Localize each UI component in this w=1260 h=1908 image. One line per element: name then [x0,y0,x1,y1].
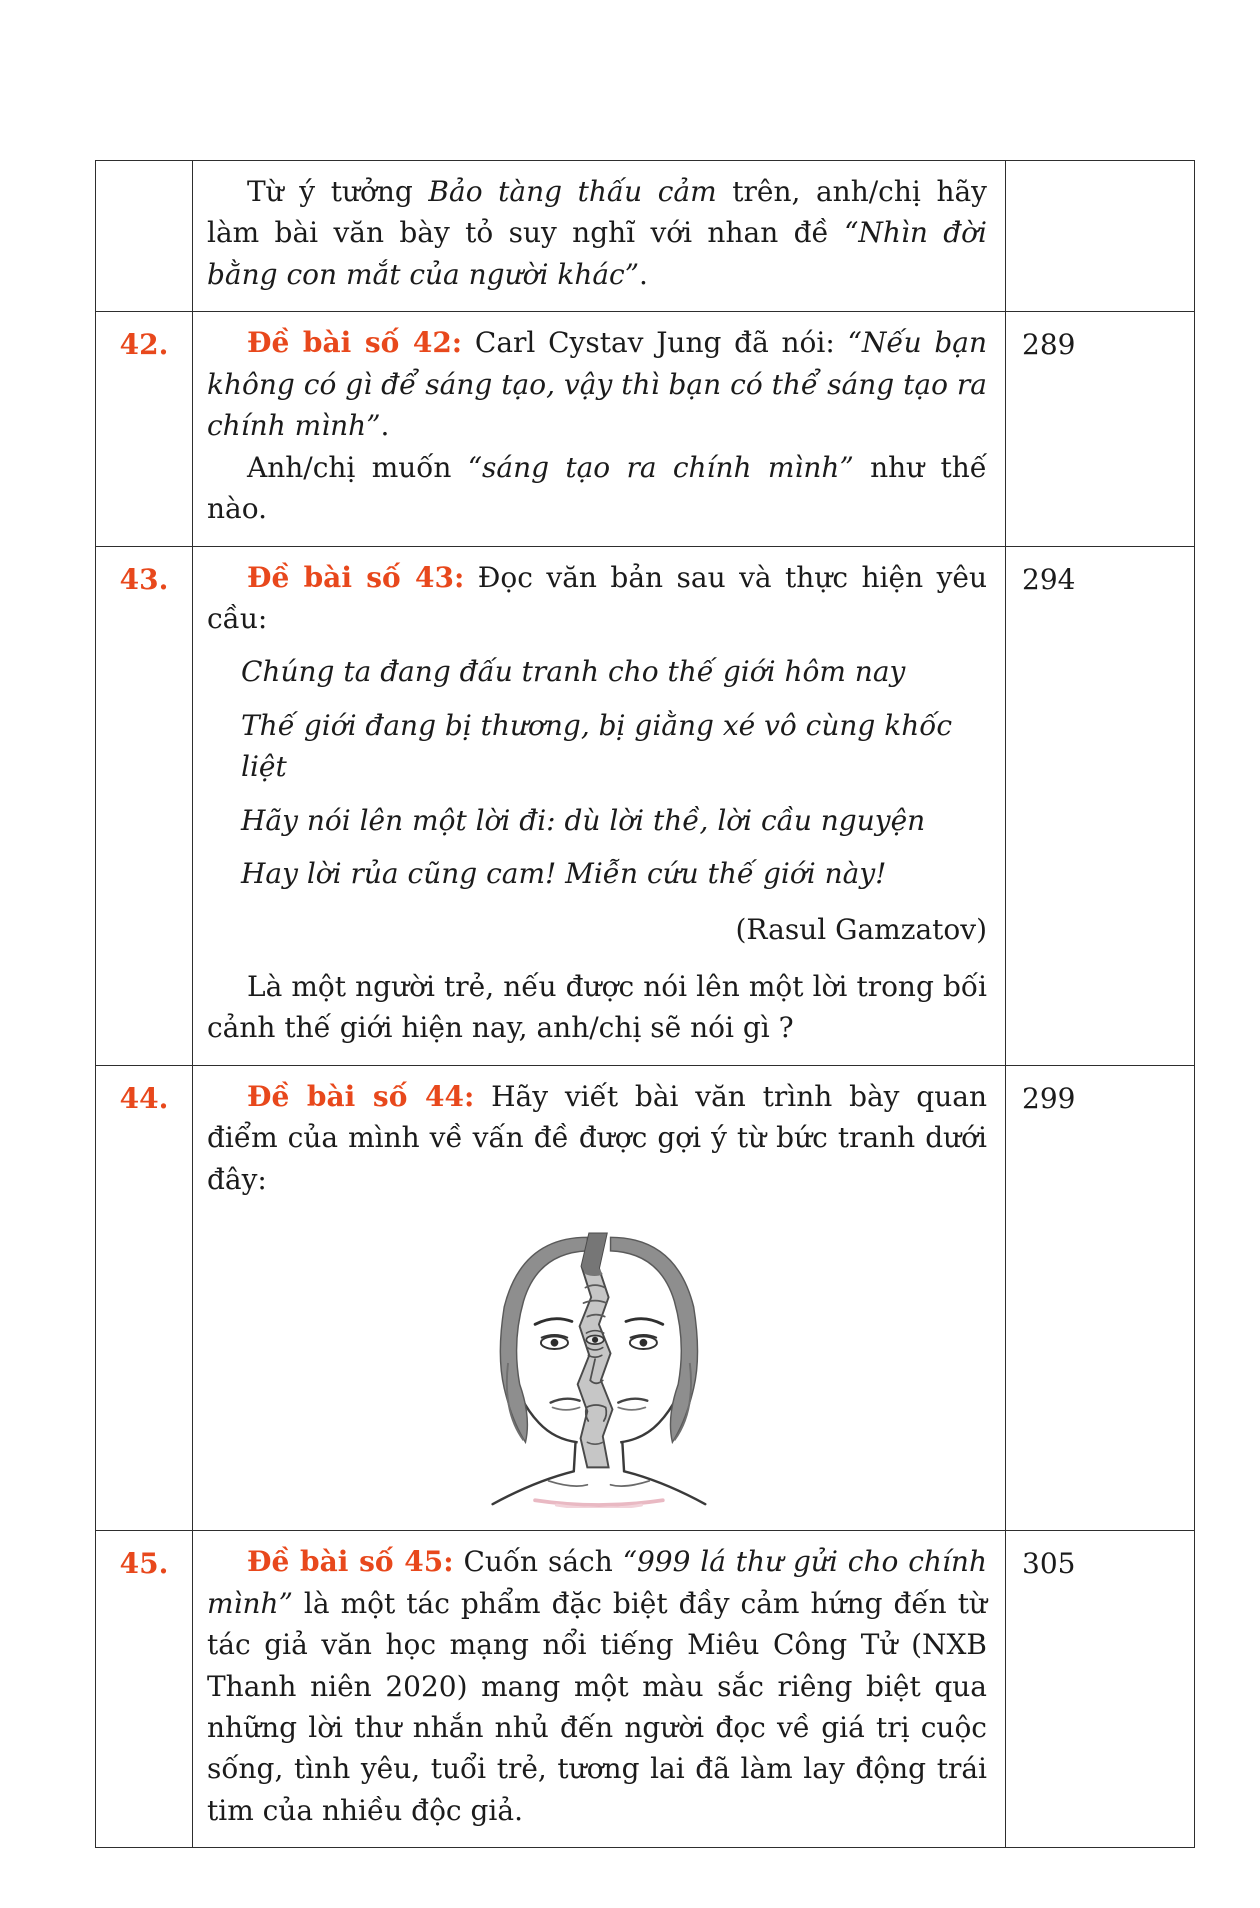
row-number: 43. [96,546,193,1065]
row-content [193,312,1006,546]
row-content [193,1065,1006,1530]
table-row [96,546,1195,1065]
text-segment: Cuốn sách [453,1545,623,1579]
text-segment: là một tác phẩm đặc biệt đầy cảm hứng đến từ tác giả văn học mạng nổi tiếng Miêu Công Tử (NXB Thanh niên 2020) mang một màu sắc riêng biệt qua những lời thư nhắn nhủ đến người đọc về giá trị cuộc sống, tình yêu, tuổi trẻ, tương lai đã làm lay động trái tim của nhiều độc giả. [207,1586,987,1827]
paragraph [207,966,987,1049]
paragraph [241,800,987,841]
text-segment: Đề bài số 45: [247,1545,454,1579]
contents-rows [96,161,1195,1848]
text-segment: Thế giới đang bị thương, bị giằng xé vô cùng khốc liệt [241,708,953,784]
text-segment: . [380,409,390,443]
text-segment: “Nếu bạn không có gì để sáng tạo, vậy thì bạn có thể sáng tạo ra chính mình” [207,326,987,443]
page-number: 289 [1006,312,1195,546]
row-content [193,546,1006,1065]
row-number: 45. [96,1531,193,1848]
text-segment: Đọc văn bản sau và thực hiện yêu cầu: [207,560,987,635]
text-segment: Đề bài số 44: [247,1079,475,1113]
text-segment: Chúng ta đang đấu tranh cho thế giới hôm nay [241,655,906,689]
page-number: 305 [1006,1531,1195,1848]
paragraph [207,909,987,950]
text-segment: Hãy viết bài văn trình bày quan điểm của mình về vấn đề được gợi ý từ bức tranh dưới đây: [207,1079,987,1196]
paragraph [207,171,987,295]
paragraph [241,651,987,692]
page-number: 299 [1006,1065,1195,1530]
text-segment: Bảo tàng thấu cảm [428,175,717,208]
text-segment: “999 lá thư gửi cho chính mình” [207,1545,987,1620]
text-segment: Từ ý tưởng [247,175,429,208]
text-segment: (Rasul Gamzatov) [735,912,987,946]
page-number: 294 [1006,546,1195,1065]
paragraph [207,447,987,530]
text-segment: như thế nào. [207,450,987,526]
table-row [96,1531,1195,1848]
paragraph [241,853,987,894]
table-row [96,161,1195,312]
text-segment: Hãy nói lên một lời đi: dù lời thề, lời cầu nguyện [241,803,926,837]
paragraph [207,322,987,446]
table-row [96,1065,1195,1530]
contents-table [95,160,1195,1848]
row-content [193,161,1006,312]
paragraph [207,1076,987,1200]
page-number [1006,161,1195,312]
split-face-illustration [442,1218,752,1508]
row-number [96,161,193,312]
row-content [193,1531,1006,1848]
table-row [96,312,1195,546]
split-face-drawing [442,1218,752,1508]
text-segment: “Nhìn đời bằng con mắt của người khác” [207,216,987,291]
text-segment: “sáng tạo ra chính mình” [467,450,854,484]
row-number: 42. [96,312,193,546]
text-segment: . [639,257,648,291]
paragraph [241,705,987,788]
text-segment: Anh/chị muốn [247,450,468,484]
text-segment: Đề bài số 43: [247,560,465,594]
text-segment: Carl Cystav Jung đã nói: [462,326,848,360]
text-segment: Đề bài số 42: [247,326,463,360]
text-segment: Là một người trẻ, nếu được nói lên một lời trong bối cảnh thế giới hiện nay, anh/chị sẽ nói gì ? [207,970,987,1045]
text-segment: trên, anh/chị hãy làm bài văn bày tỏ suy nghĩ với nhan đề [207,175,988,250]
paragraph [207,557,987,640]
text-segment: Hay lời rủa cũng cam! Miễn cứu thế giới này! [241,857,887,891]
row-number: 44. [96,1065,193,1530]
